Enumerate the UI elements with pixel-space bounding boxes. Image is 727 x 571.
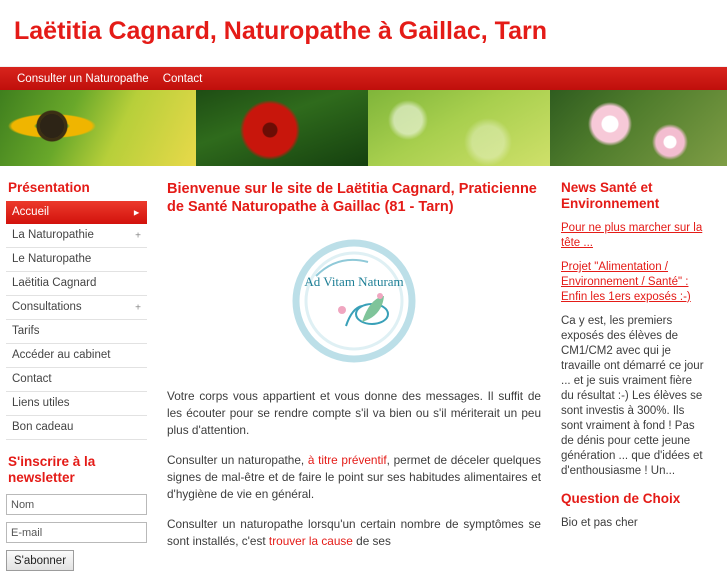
main-column xyxy=(155,166,555,548)
intro-paragraph-3 xyxy=(167,516,541,550)
site-header xyxy=(0,0,727,66)
newsletter-name-input[interactable] xyxy=(6,494,147,515)
sidebar-item-acceder-au-cabinet[interactable] xyxy=(6,344,147,368)
sidebar-menu xyxy=(6,201,147,440)
expand-plus-icon[interactable]: + xyxy=(135,230,141,241)
sidebar-item-consultations[interactable] xyxy=(6,296,147,320)
sidebar-item-bon-cadeau[interactable] xyxy=(6,416,147,440)
sidebar-item-label: Le Naturopathe xyxy=(12,253,92,265)
logo-container xyxy=(167,226,541,376)
news-link-projet-alimentation[interactable]: Projet "Alimentation / Environnement / Santé" : Enfin les 1ers exposés :-) xyxy=(561,261,691,303)
sidebar-item-label: Accéder au cabinet xyxy=(12,349,111,361)
right-rail xyxy=(555,166,712,545)
sidebar-item-label: Accueil xyxy=(12,206,50,218)
top-navigation xyxy=(0,66,727,90)
logo-text: Ad Vitam Naturam xyxy=(304,274,404,289)
paragraph-2-post: , permet de déceler quelques signes de mal-être et de faire le point sur ses habitudes alimentaires et d'hygiène de vie en général. xyxy=(167,453,541,501)
sidebar-item-label: Laëtitia Cagnard xyxy=(12,277,97,289)
sidebar-item-label: Contact xyxy=(12,373,52,385)
logo-svg xyxy=(276,226,432,376)
lien-trouver-la-cause[interactable]: trouver la cause xyxy=(268,534,353,548)
banner-photo-sunflower xyxy=(0,90,196,166)
nav-item-contact[interactable]: Contact xyxy=(162,72,203,85)
sidebar xyxy=(0,166,155,567)
nav-item-consulter[interactable]: Consulter un Naturopathe xyxy=(17,72,149,85)
sidebar-item-label: La Naturopathie xyxy=(12,229,94,241)
question-de-choix-heading: Question de Choix xyxy=(561,491,681,506)
sidebar-item-accueil[interactable] xyxy=(6,201,147,224)
banner-photo-blossom xyxy=(550,90,727,166)
sidebar-item-label: Consultations xyxy=(12,301,82,313)
sidebar-item-le-naturopathe[interactable] xyxy=(6,248,147,272)
chevron-right-icon: ► xyxy=(132,207,141,217)
expand-plus-icon[interactable]: + xyxy=(135,302,141,313)
banner-photo-red-flower xyxy=(196,90,368,166)
intro-paragraph-1: Votre corps vous appartient et vous donne des messages. Il suffit de les écouter pour se rendre compte s'il va bien ou s'il mériterait un peu plus d'attention. xyxy=(167,389,541,437)
intro-paragraph-2 xyxy=(167,452,541,503)
sidebar-item-liens-utiles[interactable] xyxy=(6,392,147,416)
news-heading: News Santé et Environnement xyxy=(561,180,660,211)
sidebar-item-la-naturopathie[interactable] xyxy=(6,224,147,248)
news-excerpt: Ca y est, les premiers exposés des élèves de CM1/CM2 avec qui je travaille ont démarré ce jour ... et je suis vraiment fière du résultat :-) Les élèves se sont investis à 300%. Ils sont vraiment à fond ! Pas de dénis pour cette jeune génération ... que d'idées et d'enthousiasme ! Un... xyxy=(561,315,704,477)
question-de-choix-text: Bio et pas cher xyxy=(561,517,638,529)
ad-vitam-naturam-logo xyxy=(276,226,432,376)
sidebar-item-label: Tarifs xyxy=(12,325,40,337)
sidebar-item-contact[interactable] xyxy=(6,368,147,392)
newsletter-heading: S'inscrire à la newsletter xyxy=(8,454,96,485)
sidebar-item-label: Liens utiles xyxy=(12,397,70,409)
sidebar-item-label: Bon cadeau xyxy=(12,421,74,433)
paragraph-3-post: de ses xyxy=(352,534,391,548)
paragraph-3-pre: Consulter un naturopathe lorsqu'un certain nombre de symptômes se sont installés, c'est xyxy=(167,517,541,548)
sidebar-item-tarifs[interactable] xyxy=(6,320,147,344)
banner-image-strip xyxy=(0,90,727,166)
banner-photo-foliage xyxy=(368,90,550,166)
sidebar-heading: Présentation xyxy=(8,180,90,195)
content-area xyxy=(0,166,727,567)
page-title: Laëtitia Cagnard, Naturopathe à Gaillac, Tarn xyxy=(14,17,547,45)
news-link-marcher-sur-la-tete[interactable]: Pour ne plus marcher sur la tête ... xyxy=(561,222,703,249)
sidebar-item-laetitia-cagnard[interactable] xyxy=(6,272,147,296)
welcome-heading: Bienvenue sur le site de Laëtitia Cagnard, Praticienne de Santé Naturopathe à Gaillac (81 - Tarn) xyxy=(167,181,537,215)
newsletter-subscribe-button[interactable]: S'abonner xyxy=(6,550,74,571)
paragraph-2-pre: Consulter un naturopathe, xyxy=(167,453,308,467)
lien-titre-preventif[interactable]: à titre préventif xyxy=(307,453,387,467)
newsletter-email-input[interactable] xyxy=(6,522,147,543)
